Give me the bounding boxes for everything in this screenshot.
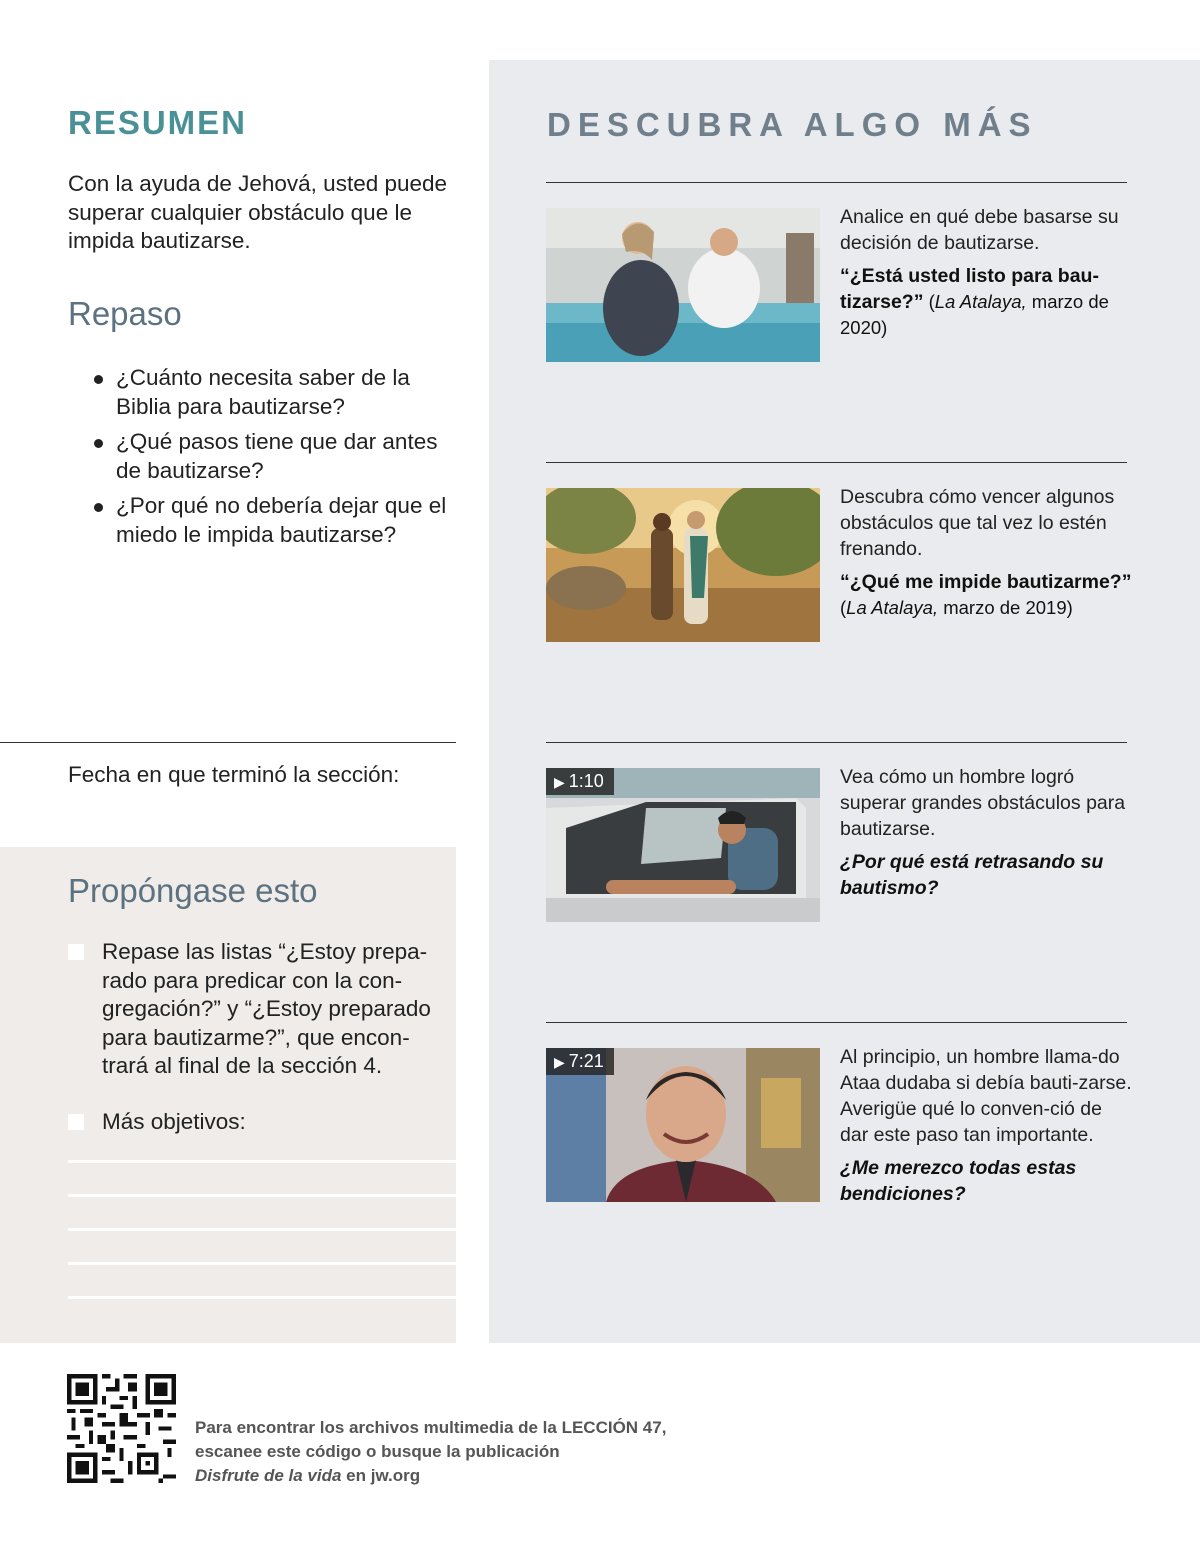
writing-line[interactable] [68,1194,456,1197]
discover-more-panel [489,60,1200,1343]
card-description: Analice en qué debe basarse su decisión de bautizarse. [840,206,1119,254]
card-body [840,1044,1132,1207]
play-icon: ▶ [554,774,565,790]
writing-line[interactable] [68,1228,456,1231]
writing-line[interactable] [68,1160,456,1163]
card-description: Descubra cómo vencer algunos obstáculos que tal vez lo estén frenando. [840,486,1115,560]
publication-name: La Atalaya, [846,597,939,618]
footer-line: Para encontrar los archivos multimedia de la LECCIÓN 47, [195,1418,667,1437]
play-icon: ▶ [554,1054,565,1070]
checkbox[interactable] [68,1114,84,1130]
footer-site[interactable]: en jw.org [341,1466,421,1485]
article-title[interactable]: “¿Está usted listo para bau-tizarse?” [840,265,1099,313]
duration-text: 1:10 [568,771,604,791]
discover-more-heading: DESCUBRA ALGO MÁS [547,106,1038,143]
repaso-heading: Repaso [68,295,182,332]
video-title-link[interactable]: ¿Me merezco todas estas bendiciones? [840,1157,1077,1205]
man-in-car-video[interactable] [546,768,820,922]
card-description: Vea cómo un hombre logró superar grandes obstáculos para bautizarse. [840,766,1126,840]
review-question: ¿Cuánto necesita saber de la Biblia para bautizarse? [92,364,452,421]
writing-line[interactable] [68,1296,456,1299]
review-question: ¿Qué pasos tiene que dar antes de bautizarse? [92,428,452,485]
goals-heading: Propóngase esto [68,872,318,909]
philip-and-ethiopian-painting[interactable] [546,488,820,642]
card-body [840,484,1132,621]
completion-date-label: Fecha en que terminó la sección: [68,762,400,787]
card-body [840,764,1132,901]
card-body [840,204,1132,341]
goal-text: Repase las listas “¿Estoy prepa-rado para predicar con la con-gregación?” y “¿Estoy preparado para bautizarme?”, que encon-trará al final de la sección 4. [102,939,431,1078]
footer-text [195,1416,755,1488]
resumen-text: Con la ayuda de Jehová, usted puede superar cualquier obstáculo que le impida bautizarse. [68,171,448,253]
card-divider [546,462,1127,463]
article-title[interactable]: “¿Qué me impide bautizarme?” [840,571,1132,593]
article-link[interactable] [840,569,1132,621]
article-source-date: marzo de 2020) [840,291,1109,338]
footer-line: escanee este código o busque la publicación [195,1442,560,1461]
video-duration-badge [546,1048,614,1075]
qr-code[interactable] [67,1374,176,1483]
duration-text: 7:21 [568,1051,604,1071]
writing-line[interactable] [68,1262,456,1265]
publication-name: La Atalaya, [934,291,1027,312]
article-source-open: ( [923,291,935,312]
video-title-link[interactable]: ¿Por qué está retrasando su bautismo? [840,851,1104,899]
publication-name: Disfrute de la vida [195,1466,342,1485]
baptism-pool-photo[interactable] [546,208,820,362]
article-link[interactable] [840,263,1132,341]
review-question: ¿Por qué no debería dejar que el miedo le impida bautizarse? [92,492,452,549]
review-questions-list [92,364,452,556]
article-source-date: marzo de 2019) [938,597,1073,618]
section-divider [0,742,456,743]
resumen-heading: RESUMEN [68,104,248,141]
article-source-open: ( [840,597,847,618]
smiling-man-video[interactable] [546,1048,820,1202]
card-divider [546,182,1127,183]
goals-panel [0,847,456,1343]
card-description: Al principio, un hombre llama-do Ataa dudaba si debía bauti-zarse. Averigüe qué lo conven-ció de dar este paso tan importante. [840,1046,1132,1146]
footer-line [195,1464,755,1488]
goal-text: Más objetivos: [102,1109,246,1134]
video-duration-badge [546,768,614,795]
checkbox[interactable] [68,944,84,960]
card-divider [546,1022,1127,1023]
card-divider [546,742,1127,743]
